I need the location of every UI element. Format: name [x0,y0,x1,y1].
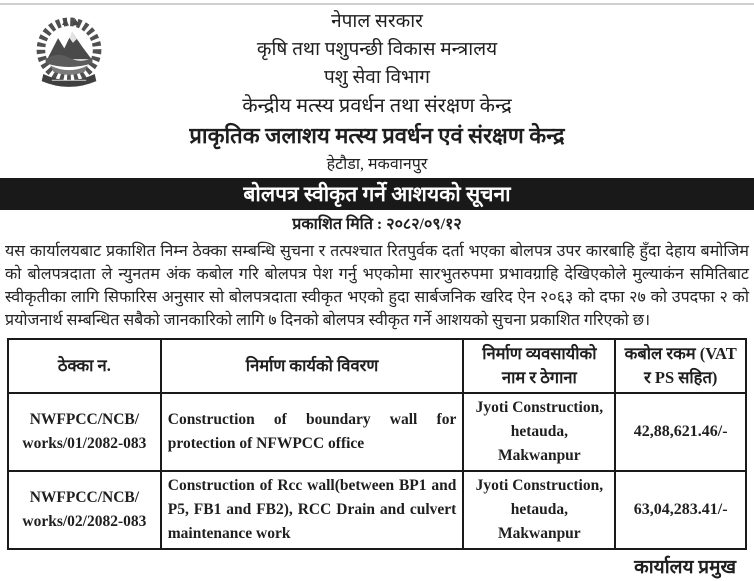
col-header-amount: कबोल रकम (VAT र PS सहित) [615,339,746,393]
col-header-contractor: निर्माण व्यवसायीको नाम र ठेगाना [463,339,615,393]
table-header-row [8,339,746,393]
contractor-cell: Jyoti Construction, hetauda, Makwanpur [463,393,615,471]
contract-no-line: works/01/2082-083 [22,435,147,452]
header-department: पशु सेवा विभाग [323,67,430,88]
header-location: हेटौडा, मकवानपुर [326,156,428,173]
table-row [8,393,746,471]
contract-no-line: NWFPCC/NCB/ [29,489,140,506]
notice-title-banner [0,178,754,210]
header-ministry: कृषि तथा पशुपन्छी विकास मन्त्रालय [256,39,498,60]
signature-title: कार्यालय प्रमुख [634,557,736,578]
published-date: प्रकाशित मिति : २०८२/०९/१२ [292,216,462,233]
header-government: नेपाल सरकार [331,11,423,32]
work-description-cell: Construction of Rcc wall(between BP1 and P5, FB1 and FB2), RCC Drain and culvert maintenance work [161,471,464,549]
nepal-government-emblem-icon [30,13,108,93]
contract-no-cell [8,471,161,549]
header-office-name: प्राकृतिक जलाशय मत्स्य प्रवर्धन एवं संरक्षण केन्द्र [189,123,565,148]
tender-table [7,338,747,550]
contract-no-line: works/02/2082-083 [22,513,147,530]
header-center: केन्द्रीय मत्स्य प्रवर्धन तथा संरक्षण केन्द्र [242,95,512,117]
contract-no-cell [8,393,161,471]
scan-artifact-line [0,3,754,5]
contract-no-line: NWFPCC/NCB/ [29,411,140,428]
amount-cell: 63,04,283.41/- [615,471,746,549]
work-description-cell: Construction of boundary wall for protection of NFWPCC office [161,393,464,471]
col-header-contract-no: ठेक्का न. [8,339,161,393]
col-header-work-description: निर्माण कार्यको विवरण [161,339,464,393]
contractor-cell: Jyoti Construction, hetauda, Makwanpur [463,471,615,549]
document-header [0,0,754,178]
notice-title: बोलपत्र स्वीकृत गर्ने आशयको सूचना [243,182,511,206]
table-row [8,471,746,549]
amount-cell: 42,88,621.46/- [615,393,746,471]
notice-body-paragraph: यस कार्यालयबाट प्रकाशित निम्न ठेक्का सम्बन्धि सुचना र तत्पश्चात रितपुर्वक दर्ता भएका बोलपत्र उपर कारबाहि हुँदा देहाय बमोजिम को बोलपत्रदाता ले न्युनतम अंक कबोल गरि बोलपत्र पेश गर्नु भएकोमा सारभुतरुपमा प्रभावग्राहि देखिएकोले मुल्याकंन समितिबाट स्वीकृतीका लागि सिफारिस अनुसार सो बोलपत्रदाता स्वीकृत भएको हुदा सार्बजनिक खरिद ऐन २०६३ को दफा २७ को उपदफा २ को प्रयोजनार्थ सम्बन्धित सबैको जानकारिको लागि ७ दिनको बोलपत्र स्वीकृत गर्ने आशयको सुचना प्रकाशित गरिएको छ। [5,243,749,329]
